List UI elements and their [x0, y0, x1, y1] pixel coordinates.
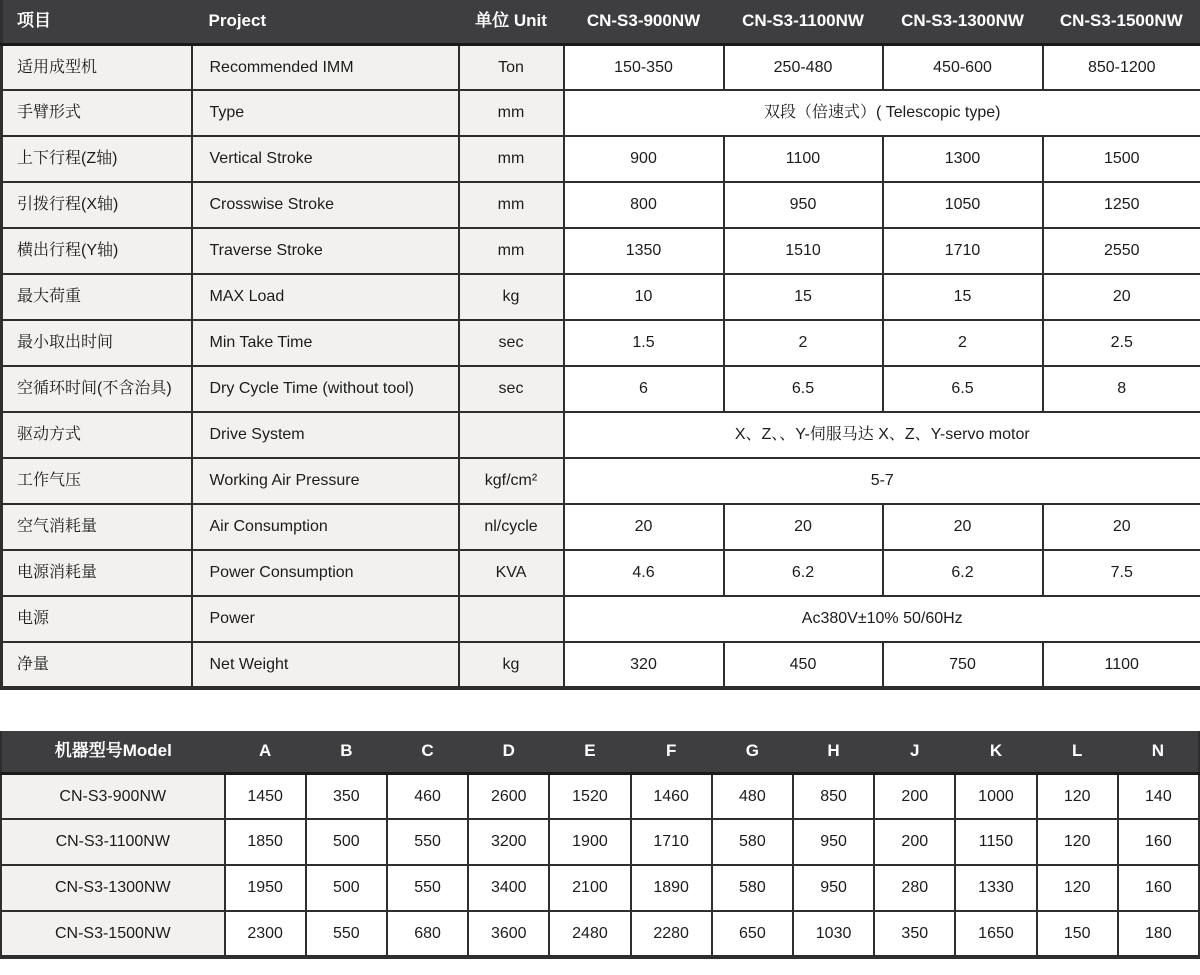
spec-label-en: Power Consumption [192, 550, 459, 596]
spec-label-en: Dry Cycle Time (without tool) [192, 366, 459, 412]
dim-header-l: L [1037, 731, 1118, 773]
spec-header-unit: 单位 Unit [459, 0, 564, 44]
dim-row [1, 819, 1199, 865]
spec-label-en: Air Consumption [192, 504, 459, 550]
dim-value: 550 [306, 911, 387, 957]
dim-value: 950 [793, 865, 874, 911]
spec-header-item-cn: 项目 [2, 0, 192, 44]
spec-row [2, 228, 1200, 274]
spec-unit: sec [459, 366, 564, 412]
dim-value: 1710 [631, 819, 712, 865]
dim-header-n: N [1118, 731, 1199, 773]
spec-label-en: Traverse Stroke [192, 228, 459, 274]
spec-unit: kg [459, 642, 564, 688]
dim-value: 1450 [225, 773, 306, 819]
spec-value: 1510 [724, 228, 883, 274]
spec-row [2, 550, 1200, 596]
spec-value: 2.5 [1043, 320, 1200, 366]
dim-value: 160 [1118, 819, 1199, 865]
dim-value: 150 [1037, 911, 1118, 957]
dim-value: 2280 [631, 911, 712, 957]
spec-label-en: Power [192, 596, 459, 642]
spec-value: 10 [564, 274, 724, 320]
dim-value: 1150 [955, 819, 1036, 865]
spec-label-cn: 适用成型机 [2, 44, 192, 90]
spec-row [2, 642, 1200, 688]
spec-span-value: Ac380V±10% 50/60Hz [564, 596, 1200, 642]
spec-unit [459, 412, 564, 458]
spec-value: 6.2 [724, 550, 883, 596]
dim-value: 1890 [631, 865, 712, 911]
spec-label-cn: 最大荷重 [2, 274, 192, 320]
spec-unit: Ton [459, 44, 564, 90]
spec-value: 6 [564, 366, 724, 412]
spec-value: 15 [724, 274, 883, 320]
dim-header-c: C [387, 731, 468, 773]
dim-value: 160 [1118, 865, 1199, 911]
dim-value: 500 [306, 865, 387, 911]
spec-row [2, 182, 1200, 228]
spec-row [2, 320, 1200, 366]
dim-value: 1650 [955, 911, 1036, 957]
dim-value: 2600 [468, 773, 549, 819]
dim-header-h: H [793, 731, 874, 773]
spec-row [2, 412, 1200, 458]
dim-value: 140 [1118, 773, 1199, 819]
dim-model: CN-S3-900NW [1, 773, 225, 819]
spec-value: 450-600 [883, 44, 1043, 90]
spec-label-cn: 电源 [2, 596, 192, 642]
table-gap [0, 690, 1200, 731]
spec-value: 1100 [724, 136, 883, 182]
dim-header-b: B [306, 731, 387, 773]
dim-value: 1030 [793, 911, 874, 957]
dim-value: 1000 [955, 773, 1036, 819]
dim-value: 350 [306, 773, 387, 819]
spec-value: 1710 [883, 228, 1043, 274]
spec-value: 1500 [1043, 136, 1200, 182]
spec-value: 20 [724, 504, 883, 550]
spec-unit: kg [459, 274, 564, 320]
dim-value: 120 [1037, 819, 1118, 865]
dim-model: CN-S3-1300NW [1, 865, 225, 911]
spec-value: 900 [564, 136, 724, 182]
spec-label-en: Working Air Pressure [192, 458, 459, 504]
dim-header-d: D [468, 731, 549, 773]
spec-value: 4.6 [564, 550, 724, 596]
spec-header-model-1300: CN-S3-1300NW [883, 0, 1043, 44]
spec-label-en: Net Weight [192, 642, 459, 688]
dim-value: 1460 [631, 773, 712, 819]
spec-value: 320 [564, 642, 724, 688]
spec-label-cn: 引拨行程(X轴) [2, 182, 192, 228]
spec-label-en: MAX Load [192, 274, 459, 320]
dim-value: 950 [793, 819, 874, 865]
spec-label-cn: 空气消耗量 [2, 504, 192, 550]
spec-label-cn: 手臂形式 [2, 90, 192, 136]
dim-model: CN-S3-1500NW [1, 911, 225, 957]
dim-row [1, 911, 1199, 957]
spec-label-cn: 空循环时间(不含治具) [2, 366, 192, 412]
spec-value: 6.5 [883, 366, 1043, 412]
spec-header-row [2, 0, 1200, 44]
spec-value: 8 [1043, 366, 1200, 412]
dim-value: 280 [874, 865, 955, 911]
dim-value: 120 [1037, 773, 1118, 819]
spec-value: 20 [1043, 274, 1200, 320]
spec-row [2, 596, 1200, 642]
spec-unit [459, 596, 564, 642]
spec-value: 850-1200 [1043, 44, 1200, 90]
dim-value: 580 [712, 819, 793, 865]
spec-value: 1100 [1043, 642, 1200, 688]
dim-value: 1850 [225, 819, 306, 865]
dim-header-a: A [225, 731, 306, 773]
spec-label-en: Vertical Stroke [192, 136, 459, 182]
spec-unit: mm [459, 182, 564, 228]
spec-value: 450 [724, 642, 883, 688]
spec-value: 2550 [1043, 228, 1200, 274]
dim-value: 200 [874, 773, 955, 819]
dim-header-model: 机器型号Model [1, 731, 225, 773]
dim-value: 120 [1037, 865, 1118, 911]
spec-value: 20 [883, 504, 1043, 550]
spec-row [2, 504, 1200, 550]
spec-unit: mm [459, 228, 564, 274]
dim-value: 850 [793, 773, 874, 819]
spec-row [2, 44, 1200, 90]
spec-header-model-900: CN-S3-900NW [564, 0, 724, 44]
dim-value: 550 [387, 819, 468, 865]
dim-value: 3400 [468, 865, 549, 911]
spec-value: 2 [883, 320, 1043, 366]
spec-label-cn: 横出行程(Y轴) [2, 228, 192, 274]
dim-value: 1330 [955, 865, 1036, 911]
dim-table-body [1, 773, 1199, 957]
spec-value: 20 [1043, 504, 1200, 550]
spec-row [2, 458, 1200, 504]
spec-label-en: Recommended IMM [192, 44, 459, 90]
dimension-table [0, 731, 1200, 959]
spec-value: 1300 [883, 136, 1043, 182]
dim-value: 650 [712, 911, 793, 957]
spec-value: 250-480 [724, 44, 883, 90]
spec-value: 20 [564, 504, 724, 550]
dim-header-j: J [874, 731, 955, 773]
dim-value: 550 [387, 865, 468, 911]
spec-label-cn: 最小取出时间 [2, 320, 192, 366]
spec-header-model-1100: CN-S3-1100NW [724, 0, 883, 44]
spec-row [2, 136, 1200, 182]
spec-value: 2 [724, 320, 883, 366]
dim-value: 480 [712, 773, 793, 819]
spec-span-value: X、Z、、Y-伺服马达 X、Z、Y-servo motor [564, 412, 1200, 458]
spec-label-cn: 驱动方式 [2, 412, 192, 458]
spec-value: 7.5 [1043, 550, 1200, 596]
dim-value: 1520 [549, 773, 630, 819]
spec-span-value: 双段（倍速式）( Telescopic type) [564, 90, 1200, 136]
dim-value: 350 [874, 911, 955, 957]
spec-unit: nl/cycle [459, 504, 564, 550]
spec-value: 150-350 [564, 44, 724, 90]
dim-model: CN-S3-1100NW [1, 819, 225, 865]
spec-value: 750 [883, 642, 1043, 688]
spec-header-model-1500: CN-S3-1500NW [1043, 0, 1200, 44]
dim-header-g: G [712, 731, 793, 773]
dim-header-k: K [955, 731, 1036, 773]
dim-value: 2300 [225, 911, 306, 957]
spec-label-cn: 净量 [2, 642, 192, 688]
spec-value: 6.2 [883, 550, 1043, 596]
spec-value: 1250 [1043, 182, 1200, 228]
spec-row [2, 90, 1200, 136]
spec-label-cn: 工作气压 [2, 458, 192, 504]
dim-value: 1950 [225, 865, 306, 911]
dim-value: 1900 [549, 819, 630, 865]
spec-table-body [2, 44, 1200, 688]
dim-value: 3600 [468, 911, 549, 957]
spec-value: 950 [724, 182, 883, 228]
spec-label-en: Min Take Time [192, 320, 459, 366]
spec-value: 1350 [564, 228, 724, 274]
spec-label-en: Drive System [192, 412, 459, 458]
spec-row [2, 274, 1200, 320]
dim-row [1, 865, 1199, 911]
spec-label-en: Type [192, 90, 459, 136]
dim-value: 460 [387, 773, 468, 819]
spec-unit: mm [459, 90, 564, 136]
spec-row [2, 366, 1200, 412]
spec-value: 800 [564, 182, 724, 228]
spec-label-en: Crosswise Stroke [192, 182, 459, 228]
dim-header-row [1, 731, 1199, 773]
dim-value: 200 [874, 819, 955, 865]
dim-row [1, 773, 1199, 819]
dim-value: 2480 [549, 911, 630, 957]
spec-label-cn: 电源消耗量 [2, 550, 192, 596]
dim-header-e: E [549, 731, 630, 773]
spec-unit: mm [459, 136, 564, 182]
dim-value: 680 [387, 911, 468, 957]
spec-unit: KVA [459, 550, 564, 596]
dim-value: 3200 [468, 819, 549, 865]
spec-unit: sec [459, 320, 564, 366]
dim-value: 180 [1118, 911, 1199, 957]
spec-label-cn: 上下行程(Z轴) [2, 136, 192, 182]
spec-value: 1050 [883, 182, 1043, 228]
spec-value: 15 [883, 274, 1043, 320]
spec-header-item-en: Project [192, 0, 459, 44]
dim-value: 580 [712, 865, 793, 911]
spec-value: 6.5 [724, 366, 883, 412]
spec-value: 1.5 [564, 320, 724, 366]
dim-header-f: F [631, 731, 712, 773]
spec-span-value: 5-7 [564, 458, 1200, 504]
spec-unit: kgf/cm² [459, 458, 564, 504]
dim-value: 2100 [549, 865, 630, 911]
dim-value: 500 [306, 819, 387, 865]
